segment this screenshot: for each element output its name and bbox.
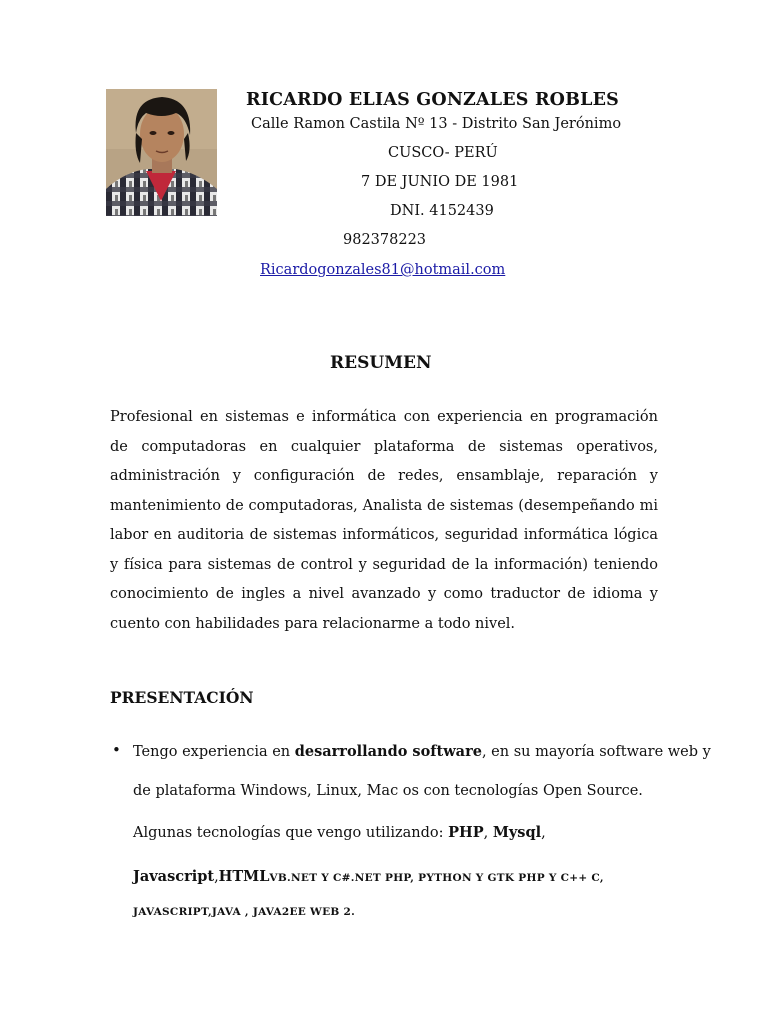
profile-photo (106, 89, 217, 216)
email-link[interactable]: Ricardogonzales81@hotmail.com (260, 262, 506, 278)
tech-list-small: VB.NET Y C#.NET PHP, PYTHON Y GTK PHP Y C++ C, (269, 872, 604, 884)
candidate-name: RICARDO ELIAS GONZALES ROBLES (246, 90, 620, 110)
city-line: CUSCO- PERÚ (388, 145, 498, 161)
experience-line-1 (133, 743, 711, 760)
separator: , (483, 825, 493, 841)
presentation-heading: PRESENTACIÓN (110, 688, 254, 707)
bullet-icon: • (112, 741, 121, 759)
tech-javascript: Javascript (133, 868, 215, 885)
summary-heading: RESUMEN (330, 353, 432, 373)
dni-number: DNI. 4152439 (390, 203, 494, 219)
tech-php: PHP (448, 824, 484, 841)
technologies-line-2 (133, 868, 604, 885)
text-fragment: , en su mayoría software web y (481, 744, 711, 760)
tech-html: HTML (218, 868, 270, 885)
experience-line-2: de plataforma Windows, Linux, Mac os con tecnologías Open Source. (133, 783, 643, 799)
address-line: Calle Ramon Castila Nº 13 - Distrito San Jerónimo (251, 116, 622, 132)
emphasis-text: desarrollando software (294, 743, 482, 760)
technologies-line-3: JAVASCRIPT,JAVA , JAVA2EE WEB 2. (133, 906, 356, 918)
phone-number: 982378223 (343, 232, 427, 248)
separator: , (541, 825, 546, 841)
separator: , (214, 869, 219, 885)
birth-date: 7 DE JUNIO DE 1981 (361, 174, 519, 190)
text-fragment: Tengo experiencia en (133, 744, 295, 760)
technologies-line (133, 824, 546, 841)
summary-paragraph: Profesional en sistemas e informática con experiencia en programación de computadoras en cualquier plataforma de sistemas operativos, administración y configuración de redes, ensamblaje, reparación y mantenimiento de computadoras, Analista de sistemas (desempeñando mi labor en auditoria de sistemas informáticos, seguridad informática lógica y física para sistemas de control y seguridad de la información) teniendo conocimiento de ingles a nivel avanzado y como traductor de idioma y cuento con habilidades para relacionarme a todo nivel. (110, 409, 658, 632)
text-fragment: Algunas tecnologías que vengo utilizando: (133, 825, 449, 841)
tech-mysql: Mysql (492, 824, 542, 841)
